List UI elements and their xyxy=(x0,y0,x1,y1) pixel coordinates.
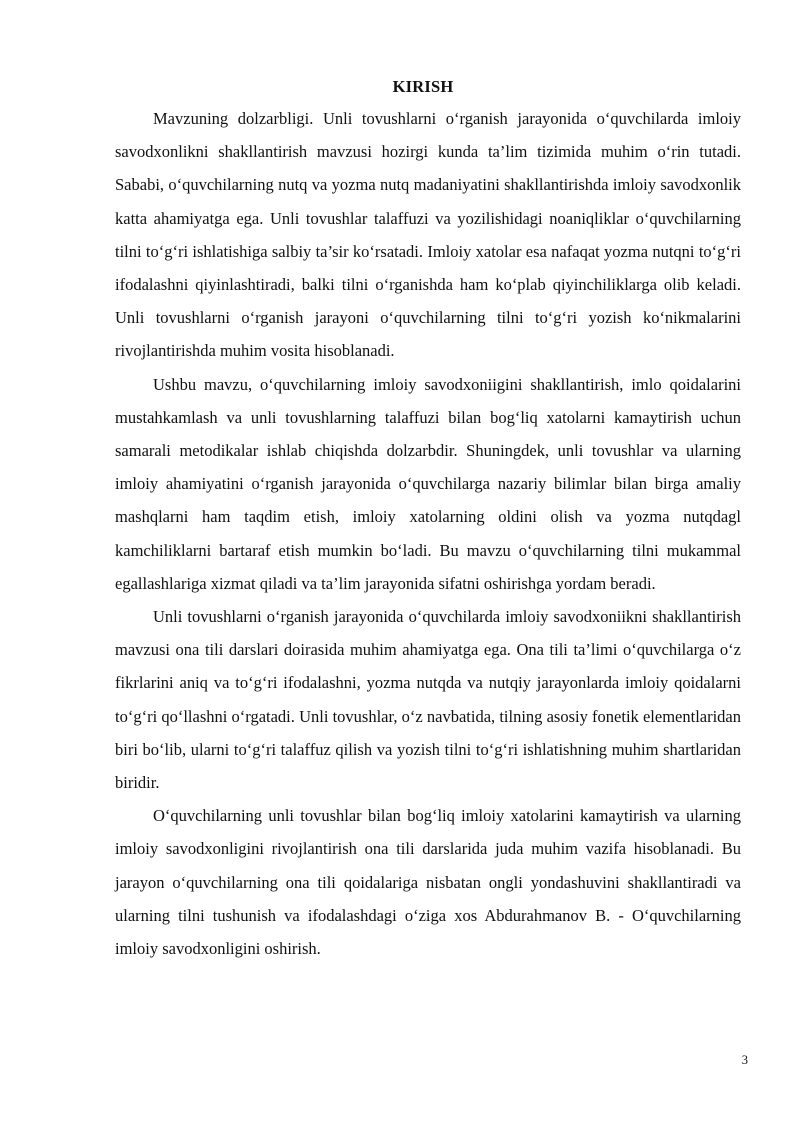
paragraph: Unli tovushlarni o‘rganish jarayonida o‘quvchilarda imloiy savodxoniikni shakllantirish mavzusi ona tili darslari doirasida muhim ahamiyatga ega. Ona tili ta’limi o‘quvchilarga o‘z fikrlarini aniq va to‘g‘ri ifodalashni, yozma nutqda va nutqiy jarayonlarda imloiy qoidalarni to‘g‘ri qo‘llashni o‘rgatadi. Unli tovushlar, o‘z navbatida, tilning asosiy fonetik elementlaridan biri bo‘lib, ularni to‘g‘ri talaffuz qilish va yozish tilni to‘g‘ri ishlatishning muhim shartlaridan biridir. xyxy=(115,607,741,793)
section-heading: KIRISH xyxy=(392,77,454,96)
body-text xyxy=(115,102,741,965)
paragraph: Ushbu mavzu, o‘quvchilarning imloiy savodxoniigini shakllantirish, imlo qoidalarini mustahkamlash va unli tovushlarning talaffuzi bilan bog‘liq xatolarni kamaytirish uchun samarali metodikalar ishlab chiqishda dolzarbdir. Shuningdek, unli tovushlar va ularning imloiy ahamiyatini o‘rganish jarayonida o‘quvchilarga nazariy bilimlar bilan birga amaliy mashqlarni ham taqdim etish, imloiy xatolarning oldini olish va yozma nutqdagl kamchiliklarni bartaraf etish mumkin bo‘ladi. Bu mavzu o‘quvchilarning tilni mukammal egallashlariga xizmat qiladi va ta’lim jarayonida sifatni oshirishga yordam beradi. xyxy=(115,374,741,593)
paragraph: O‘quvchilarning unli tovushlar bilan bog‘liq imloiy xatolarini kamaytirish va ularning imloiy savodxonligini rivojlantirish ona tili darslarida juda muhim vazifa hisoblanadi. Bu jarayon o‘quvchilarning ona tili qoidalariga nisbatan ongli yondashuvini shakllantiradi va ularning tilni tushunish va ifodalashdagi o‘ziga xos Abdurahmanov B. - O‘quvchilarning imloiy savodxonligini oshirish. xyxy=(115,806,741,959)
paragraph: Mavzuning dolzarbligi. Unli tovushlarni o‘rganish jarayonida o‘quvchilarda imloiy savodxonlikni shakllantirish mavzusi hozirgi kunda ta’lim tizimida muhim o‘rin tutadi. Sababi, o‘quvchilarning nutq va yozma nutq madaniyatini shakllantirishda imloiy savodxonlik katta ahamiyatga ega. Unli tovushlar talaffuzi va yozilishidagi noaniqliklar o‘quvchilarning tilni to‘g‘ri ishlatishiga salbiy ta’sir ko‘rsatadi. Imloiy xatolar esa nafaqat yozma nutqni to‘g‘ri ifodalashni qiyinlashtiradi, balki tilni o‘rganishda ham ko‘plab qiyinchiliklarga olib keladi. Unli tovushlarni o‘rganish jarayoni o‘quvchilarning tilni to‘g‘ri yozish ko‘nikmalarini rivojlantirishda muhim vosita hisoblanadi. xyxy=(115,109,741,361)
page-number: 3 xyxy=(741,1053,748,1067)
